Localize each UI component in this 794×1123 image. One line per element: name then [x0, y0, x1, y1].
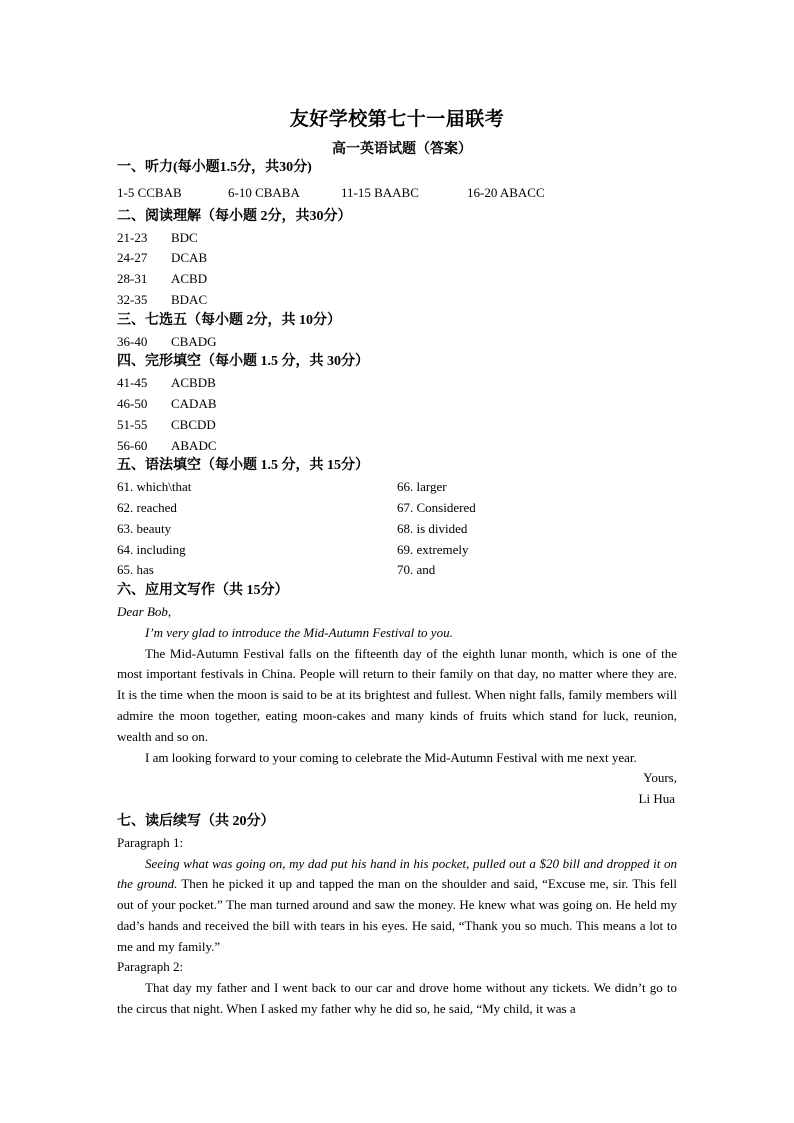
grammar-answer: 68. is divided	[397, 520, 468, 536]
reading-answer-row	[117, 290, 677, 311]
reading-heading: 二、阅读理解（每小题 2分，共30分）	[117, 208, 352, 224]
paragraph-1-text	[117, 854, 677, 958]
grammar-answer: 62. reached	[117, 499, 177, 515]
grammar-answer: 67. Considered	[397, 499, 476, 515]
listening-answer-group: 16-20 ABACC	[467, 184, 545, 200]
question-range: 28-31	[117, 271, 148, 287]
paragraph-2-label: Paragraph 2:	[117, 959, 184, 975]
listening-answer-group: 6-10 CBABA	[228, 184, 300, 200]
letter-signature: Li Hua	[638, 791, 675, 807]
listening-answer-group: 1-5 CCBAB	[117, 184, 182, 200]
writing-heading: 六、应用文写作（共 15分）	[117, 583, 289, 599]
grammar-answer: 64. including	[117, 541, 186, 557]
letter-salutation: Dear Bob,	[117, 603, 172, 619]
answer-letters: BDC	[171, 229, 198, 245]
letter-intro: I’m very glad to introduce the Mid-Autumn Festival to you.	[145, 624, 453, 640]
reading-answer-row	[117, 248, 677, 269]
listening-answers	[117, 179, 677, 207]
grammar-answer: 63. beauty	[117, 520, 172, 536]
question-range: 36-40	[117, 333, 148, 349]
paragraph-1-continuation: Then he picked it up and tapped the man on the shoulder and said, “Excuse me, sir. This fell out of your pocket.” The man turned around and saw the money. He knew what was going on. He held my dad’s hands and received the bill with tears in his eyes. He said, “Thank you so much. This means a lot to me and my family.”	[117, 876, 677, 954]
question-range: 21-23	[117, 229, 148, 245]
paragraph-1-label: Paragraph 1:	[117, 834, 184, 850]
continuation-heading: 七、读后续写（共 20分）	[117, 813, 275, 829]
grammar-answer: 61. which\that	[117, 479, 192, 495]
grammar-answer: 65. has	[117, 562, 154, 578]
answer-letters: CADAB	[171, 395, 217, 411]
cloze-answer-row	[117, 415, 677, 436]
answer-letters: ABADC	[171, 437, 217, 453]
listening-heading: 一、听力(每小题1.5分，共30分)	[117, 160, 312, 175]
listening-answer-group: 11-15 BAABC	[341, 184, 419, 200]
page-title: 友好学校第七十一届联考	[289, 109, 505, 130]
question-range: 41-45	[117, 375, 148, 391]
cloze-answer-row	[117, 373, 677, 394]
reading-answer-row	[117, 269, 677, 290]
letter-body: The Mid-Autumn Festival falls on the fifteenth day of the eighth lunar month, which is one of the most important festivals in China. People will return to their family on that day, no matter where they are. It is the time when the moon is said to be at its brightest and fullest. When night falls, family members will admire the moon together, eating moon-cakes and many kinds of fruits which stand for luck, reunion, wealth and so on.	[117, 645, 677, 744]
answer-content	[117, 158, 677, 1020]
paragraph-1-given-sentence: Seeing what was going on, my dad put his hand in his pocket, pulled out a $20 bill and dropped it on the ground.	[117, 855, 677, 892]
answer-letters: ACBD	[171, 271, 208, 287]
answer-letters: DCAB	[171, 250, 208, 266]
cloze-heading: 四、完形填空（每小题 1.5 分，共 30分）	[117, 354, 369, 370]
answer-letters: CBADG	[171, 333, 217, 349]
grammar-answer: 70. and	[397, 562, 436, 578]
grammar-heading: 五、语法填空（每小题 1.5 分，共 15分）	[117, 458, 369, 474]
letter-sign-off: Yours,	[643, 770, 677, 786]
question-range: 32-35	[117, 291, 148, 307]
answer-letters: BDAC	[171, 291, 208, 307]
question-range: 24-27	[117, 250, 148, 266]
question-range: 46-50	[117, 395, 148, 411]
reading-answer-row	[117, 228, 677, 249]
seven-choose-five-row	[117, 332, 677, 353]
answer-letters: ACBDB	[171, 375, 216, 391]
grammar-answer: 66. larger	[397, 479, 447, 495]
seven-choose-five-heading: 三、七选五（每小题 2分，共 10分）	[117, 312, 341, 328]
grammar-right-column	[397, 477, 677, 581]
grammar-answers	[117, 477, 677, 581]
question-range: 51-55	[117, 416, 148, 432]
grammar-left-column	[117, 477, 397, 581]
paragraph-2-text: That day my father and I went back to our car and drove home without any tickets. We didn’t go to the circus that night. When I asked my father why he did so, he said, “My child, it was a	[117, 980, 677, 1017]
question-range: 56-60	[117, 437, 148, 453]
cloze-answer-row	[117, 436, 677, 457]
letter-closing: I am looking forward to your coming to celebrate the Mid-Autumn Festival with me next year.	[145, 749, 637, 765]
cloze-answer-row	[117, 394, 677, 415]
grammar-answer: 69. extremely	[397, 541, 469, 557]
page-subtitle: 高一英语试题（答案）	[332, 142, 472, 157]
answer-letters: CBCDD	[171, 416, 216, 432]
